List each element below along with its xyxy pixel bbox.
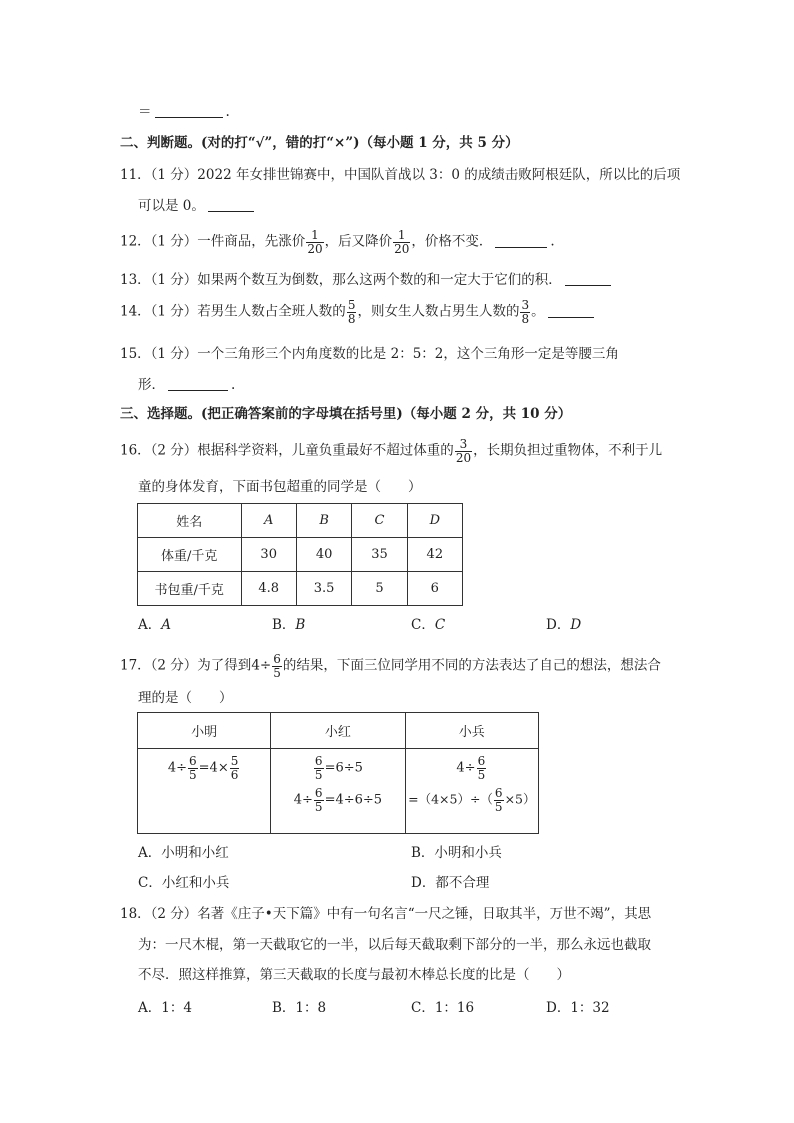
q17-option-b[interactable]: B．小明和小兵 [411, 845, 502, 861]
q17-hong-expr-1 [313, 755, 363, 781]
q17-option-a[interactable]: A．小明和小红 [138, 845, 229, 861]
q17-hong-expr-2 [294, 787, 382, 813]
q17-hong1-b: =6÷5 [324, 760, 363, 776]
q16-fraction-num: 3 [455, 438, 472, 452]
q16-cell-weight-d: 42 [407, 538, 462, 572]
q16-option-b-label: B． [272, 617, 296, 633]
q17-bing1-fraction [477, 755, 487, 781]
q14-fraction-1 [347, 299, 357, 325]
q16-cell-header-a: A [241, 504, 296, 538]
q16-cell-bag-label: 书包重/千克 [138, 572, 242, 606]
q16-table-row [138, 538, 463, 572]
q16-cell-bag-a: 4.8 [241, 572, 296, 606]
q11-answer-blank[interactable] [208, 210, 254, 212]
q12-answer-blank[interactable] [495, 246, 547, 248]
q12-text-c: ，价格不变． [411, 233, 493, 250]
q17-line2: 理的是（ ） [138, 690, 233, 706]
q17-ming-fraction-1-num: 6 [189, 754, 197, 768]
q18-option-c[interactable]: C．1：16 [411, 1000, 475, 1016]
q16-table-row [138, 572, 463, 606]
q17-bing2-b: ×5） [504, 791, 536, 807]
q17-table-body-row [138, 749, 539, 834]
q14-answer-blank[interactable] [548, 316, 594, 318]
q17-hong1-fraction-num: 6 [314, 754, 323, 768]
q17-bing1-a: 4÷ [456, 760, 476, 776]
q13-answer-blank[interactable] [565, 284, 611, 286]
q18-line3: 不尽．照这样推算，第三天截取的长度与最初木棒总长度的比是（ ） [138, 967, 570, 983]
q15-end: . [231, 377, 236, 393]
q15-answer-blank[interactable] [168, 389, 228, 391]
q17-expr-pre: 4÷ [251, 657, 272, 674]
q12-text-b: ，后又降价 [324, 233, 393, 250]
q17-ming-expr [168, 755, 241, 781]
q12-fraction-2 [393, 229, 410, 255]
q10-equals: ＝ [138, 104, 152, 120]
q17-ming-b: =4× [198, 760, 229, 776]
q11-line2 [138, 198, 257, 214]
q14-fraction-2-num: 3 [521, 298, 530, 312]
q17-hong2-a: 4÷ [293, 792, 313, 808]
q17-option-d[interactable]: D．都不合理 [411, 875, 490, 891]
q14-line [120, 299, 597, 325]
q16-option-d[interactable] [546, 617, 581, 633]
q18-line1: 18．（2 分）名著《庄子•天下篇》中有一句名言“一尺之锤，日取其半，万世不竭”，其思 [120, 906, 652, 922]
q17-header-ming: 小明 [138, 713, 271, 749]
q17-text-b: 的结果，下面三位同学用不同的方法表达了自己的想法，想法合 [282, 657, 661, 674]
q17-ming-fraction-1-den: 5 [189, 767, 197, 782]
q12-text-a: 12．（1 分）一件商品，先涨价 [120, 233, 306, 250]
q10-end: . [225, 104, 230, 120]
q14-fraction-1-num: 5 [347, 298, 356, 312]
q16-cell-bag-b: 3.5 [296, 572, 351, 606]
q12-fraction-1-num: 1 [306, 229, 323, 243]
q17-bing2-fraction-num: 6 [494, 786, 503, 801]
q17-fraction-num: 6 [273, 652, 281, 666]
q16-fraction [455, 438, 472, 464]
q17-hong2-fraction [314, 787, 324, 813]
q17-cell-ming [138, 749, 271, 834]
q17-header-bing: 小兵 [405, 713, 538, 749]
q12-line [120, 229, 555, 255]
q17-hong2-b: =4÷6÷5 [324, 792, 383, 808]
q11-line2-text: 可以是 0。 [138, 198, 205, 214]
q17-fraction [272, 653, 282, 679]
q14-text-c: 。 [531, 303, 545, 320]
q12-fraction-2-num: 1 [393, 229, 410, 243]
q17-cell-hong [271, 749, 405, 834]
q17-hong1-fraction-den: 5 [314, 767, 323, 782]
q18-option-b[interactable]: B．1：8 [272, 1000, 327, 1016]
q13-line [120, 272, 614, 288]
q17-text-a: 17．（2 分）为了得到 [120, 657, 252, 674]
q18-option-a[interactable]: A．1：4 [138, 1000, 192, 1016]
q17-ming-fraction-2-num: 5 [230, 754, 239, 768]
q17-bing2-a: =（4×5）÷（ [408, 791, 493, 807]
q17-fraction-den: 5 [273, 665, 281, 680]
q16-option-c-label: C． [411, 617, 435, 633]
q12-fraction-1-den: 20 [307, 241, 323, 256]
q16-cell-weight-b: 40 [296, 538, 351, 572]
q17-option-c[interactable]: C．小红和小兵 [138, 875, 230, 891]
q17-ming-fraction-1 [188, 755, 198, 781]
q17-ming-fraction-2-den: 6 [230, 767, 239, 782]
q16-table-row [138, 504, 463, 538]
q17-cell-bing [405, 749, 538, 834]
q16-option-b[interactable] [272, 617, 305, 633]
q11-line1: 11．（1 分）2022 年女排世锦赛中，中国队首战以 3：0 的成绩击败阿根廷队，所以比的后项 [120, 167, 681, 183]
q17-table [137, 712, 539, 834]
q17-header-hong: 小红 [271, 713, 405, 749]
q16-fraction-den: 20 [455, 450, 472, 465]
q17-bing1-fraction-den: 5 [477, 767, 486, 782]
q17-ming-a: 4÷ [167, 760, 188, 776]
q17-table-header-row [138, 713, 539, 749]
q16-cell-bag-c: 5 [352, 572, 407, 606]
q10-answer-blank[interactable] [155, 116, 223, 118]
q16-option-d-label: D． [546, 617, 571, 633]
q16-option-a-label: A． [138, 617, 162, 633]
q12-fraction-1 [306, 229, 323, 255]
section3-title: 三、选择题。(把正确答案前的字母填在括号里)（每小题 2 分，共 10 分） [120, 406, 572, 422]
q16-cell-weight-a: 30 [241, 538, 296, 572]
q16-text-b: ，长期负担过重物体，不利于儿 [473, 442, 663, 459]
q16-option-c[interactable] [411, 617, 445, 633]
q18-option-d[interactable]: D．1：32 [546, 1000, 610, 1016]
q17-bing1-fraction-num: 6 [477, 754, 486, 768]
q17-bing-expr-1 [456, 755, 487, 781]
q16-text-a: 16．（2 分）根据科学资料，儿童负重最好不超过体重的 [120, 442, 454, 459]
q17-hong1-fraction [314, 755, 324, 781]
q14-fraction-2-den: 8 [521, 311, 530, 326]
q14-text-b: ，则女生人数占男生人数的 [357, 303, 520, 320]
section2-title: 二、判断题。(对的打“√”，错的打“×”)（每小题 1 分，共 5 分） [120, 135, 519, 151]
q15-line1: 15．（1 分）一个三角形三个内角度数的比是 2：5：2，这个三角形一定是等腰三角 [120, 346, 619, 362]
q17-bing2-fraction-den: 5 [494, 799, 503, 814]
q14-text-a: 14．（1 分）若男生人数占全班人数的 [120, 303, 346, 320]
q17-hong2-fraction-den: 5 [314, 799, 323, 814]
q17-bing2-fraction [494, 787, 504, 813]
q16-cell-header-d: D [407, 504, 462, 538]
q16-cell-bag-d: 6 [407, 572, 462, 606]
q16-cell-header-c: C [352, 504, 407, 538]
q16-line1 [120, 438, 662, 464]
q16-cell-header-name: 姓名 [138, 504, 242, 538]
q12-end: . [550, 233, 555, 250]
q16-option-b-text: B [295, 617, 306, 633]
q18-line2: 为：一尺木棍，第一天截取它的一半，以后每天截取剩下部分的一半，那么永远也截取 [138, 937, 651, 953]
q16-option-a[interactable] [138, 617, 171, 633]
q14-fraction-1-den: 8 [347, 311, 356, 326]
q16-option-d-text: D [570, 617, 582, 633]
q17-ming-fraction-2 [230, 755, 240, 781]
q16-cell-header-b: B [296, 504, 351, 538]
q16-cell-weight-c: 35 [352, 538, 407, 572]
q17-line1 [120, 653, 661, 679]
q17-hong2-fraction-num: 6 [314, 786, 323, 801]
q10-answer-line [138, 104, 230, 120]
q15-line2-text: 形． [138, 377, 165, 393]
q16-cell-weight-label: 体重/千克 [138, 538, 242, 572]
q16-option-c-text: C [434, 617, 446, 633]
q13-text: 13．（1 分）如果两个数互为倒数，那么这两个数的和一定大于它们的积． [120, 272, 562, 288]
q15-line2 [138, 377, 235, 393]
q12-fraction-2-den: 20 [394, 241, 410, 256]
q16-option-a-text: A [161, 617, 171, 633]
q17-bing-expr-2 [408, 787, 535, 813]
q16-line2: 童的身体发育，下面书包超重的同学是（ ） [138, 479, 422, 495]
q16-table [137, 503, 463, 606]
q14-fraction-2 [520, 299, 530, 325]
